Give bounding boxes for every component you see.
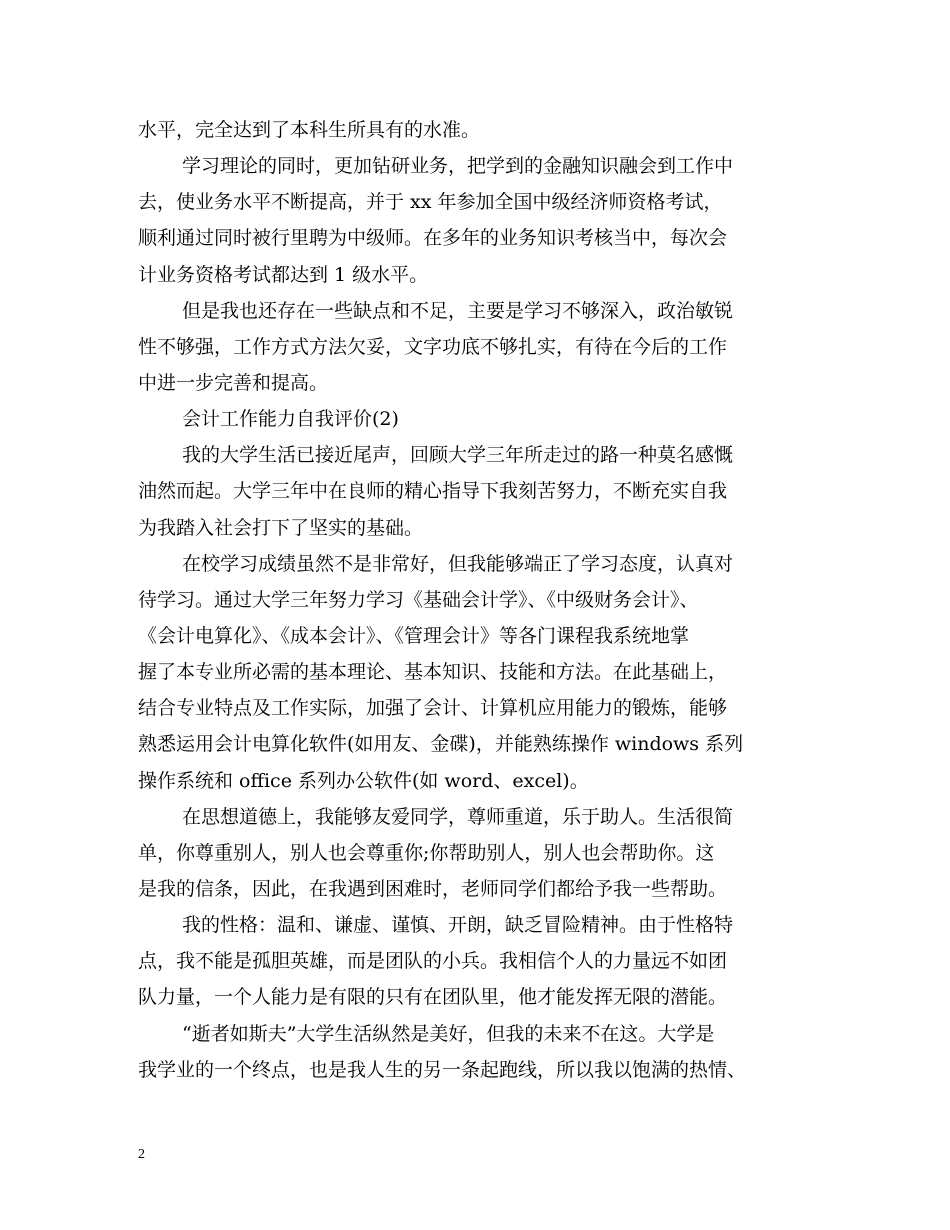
text-line: 去，使业务水平不断提高，并于 xx 年参加全国中级经济师资格考试，: [138, 191, 723, 214]
text-line: 点，我不能是孤胆英雄，而是团队的小兵。我相信个人的力量远不如团: [138, 950, 728, 973]
text-line: 我的大学生活已接近尾声，回顾大学三年所走过的路一种莫名感慨: [182, 444, 734, 467]
text-line: 计业务资格考试都达到 1 级水平。: [138, 263, 429, 286]
text-line: 结合专业特点及工作实际，加强了会计、计算机应用能力的锻炼，能够: [138, 697, 728, 720]
text-line: 顺利通过同时被行里聘为中级师。在多年的业务知识考核当中，每次会: [138, 227, 728, 250]
text-line: “逝者如斯夫”大学生活纵然是美好，但我的未来不在这。大学是: [182, 1022, 715, 1045]
text-line: 中进一步完善和提高。: [138, 371, 329, 394]
text-line: 我学业的一个终点，也是我人生的另一条起跑线，所以我以饱满的热情、: [138, 1058, 747, 1081]
text-line: 水平，完全达到了本科生所具有的水准。: [138, 119, 481, 141]
page-number: 2: [138, 1147, 145, 1162]
document-body: [138, 112, 818, 1088]
text-line: 握了本专业所必需的基本理论、基本知识、技能和方法。在此基础上，: [138, 661, 728, 684]
text-line: 操作系统和 office 系列办公软件(如 word、excel)。: [138, 769, 589, 792]
text-line: 在思想道德上，我能够友爱同学，尊师重道，乐于助人。生活很简: [182, 805, 734, 828]
text-line: 队力量，一个人能力是有限的只有在团队里，他才能发挥无限的潜能。: [138, 986, 728, 1009]
text-line: 为我踏入社会打下了坚实的基础。: [138, 516, 424, 539]
text-line: 学习理论的同时，更加钻研业务，把学到的金融知识融会到工作中: [182, 155, 734, 178]
text-line: 待学习。通过大学三年努力学习《基础会计学》、《中级财务会计》、: [138, 588, 699, 611]
text-line: 性不够强，工作方式方法欠妥，文字功底不够扎实，有待在今后的工作: [138, 335, 728, 358]
text-line: 但是我也还存在一些缺点和不足，主要是学习不够深入，政治敏锐: [182, 299, 734, 322]
text-line: 在校学习成绩虽然不是非常好，但我能够端正了学习态度，认真对: [182, 552, 734, 575]
text-line: 我的性格：温和、谦虚、谨慎、开朗，缺乏冒险精神。由于性格特: [182, 914, 734, 937]
text-line: 会计工作能力自我评价(2): [182, 408, 399, 431]
text-line: 油然而起。大学三年中在良师的精心指导下我刻苦努力，不断充实自我: [138, 480, 728, 503]
text-line: 是我的信条，因此，在我遇到困难时，老师同学们都给予我一些帮助。: [138, 877, 728, 900]
text-line: 熟悉运用会计电算化软件(如用友、金碟)，并能熟练操作 windows 系列: [138, 733, 744, 756]
text-line: 单，你尊重别人，别人也会尊重你;你帮助别人，别人也会帮助你。这: [138, 841, 715, 864]
text-line: 《会计电算化》、《成本会计》、《管理会计》等各门课程我系统地掌: [138, 624, 690, 647]
